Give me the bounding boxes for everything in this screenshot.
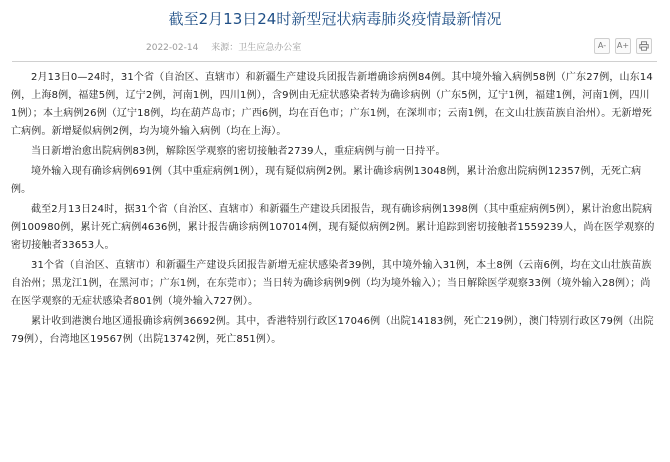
font-decrease-button[interactable]: A-: [594, 38, 610, 54]
title-divider: [12, 61, 657, 62]
article-meta: [146, 40, 311, 53]
paragraph-cumulative: 截至2月13日24时，据31个省（自治区、直辖市）和新疆生产建设兵团报告，现有确诊病例1398例（其中重症病例5例），累计治愈出院病例100980例，累计死亡病例4636例，累计报告确诊病例107014例，现有疑似病例2例。累计追踪到密切接触者1559239人，尚在医学观察的密切接触者33653人。: [11, 204, 655, 251]
text-size-tools: [594, 38, 652, 54]
article-source: 来源：卫生应急办公室: [211, 43, 302, 53]
publish-date: 2022-02-14: [146, 43, 199, 53]
print-button[interactable]: [636, 38, 652, 54]
paragraph-imported: 境外输入现有确诊病例691例（其中重症病例1例），现有疑似病例2例。累计确诊病例13048例，累计治愈出院病例12357例，无死亡病例。: [11, 166, 642, 195]
article-body: [11, 69, 655, 351]
printer-icon: [639, 41, 649, 51]
font-increase-button[interactable]: A+: [615, 38, 631, 54]
article-title: 截至2月13日24时新型冠状病毒肺炎疫情最新情况: [168, 10, 502, 28]
paragraph-asymptomatic: 31个省（自治区、直辖市）和新疆生产建设兵团报告新增无症状感染者39例，其中境外输入31例，本土8例（云南6例，均在文山壮族苗族自治州；黑龙江1例，在黑河市；广东1例，在东莞市）；当日转为确诊病例9例（均为境外输入）；当日解除医学观察33例（境外输入28例）；尚在医学观察的无症状感染者801例（境外输入727例）。: [11, 260, 652, 307]
paragraph-recoveries: 当日新增治愈出院病例83例，解除医学观察的密切接触者2739人，重症病例与前一日持平。: [31, 146, 446, 157]
paragraph-hk-macao-taiwan: 累计收到港澳台地区通报确诊病例36692例。其中，香港特别行政区17046例（出院14183例，死亡219例），澳门特别行政区79例（出院79例），台湾地区19567例（出院13742例，死亡851例）。: [11, 316, 654, 345]
paragraph-new-cases: 2月13日0—24时，31个省（自治区、直辖市）和新疆生产建设兵团报告新增确诊病例84例。其中境外输入病例58例（广东27例，山东14例，上海8例，福建5例，辽宁2例，河南1例，四川1例），含9例由无症状感染者转为确诊病例（广东5例，辽宁1例，福建1例，河南1例，四川1例）；本土病例26例（辽宁18例，均在葫芦岛市；广西6例，均在百色市；广东1例，在深圳市；云南1例，在文山壮族苗族自治州）。无新增死亡病例。新增疑似病例2例，均为境外输入病例（均在上海）。: [11, 72, 653, 137]
